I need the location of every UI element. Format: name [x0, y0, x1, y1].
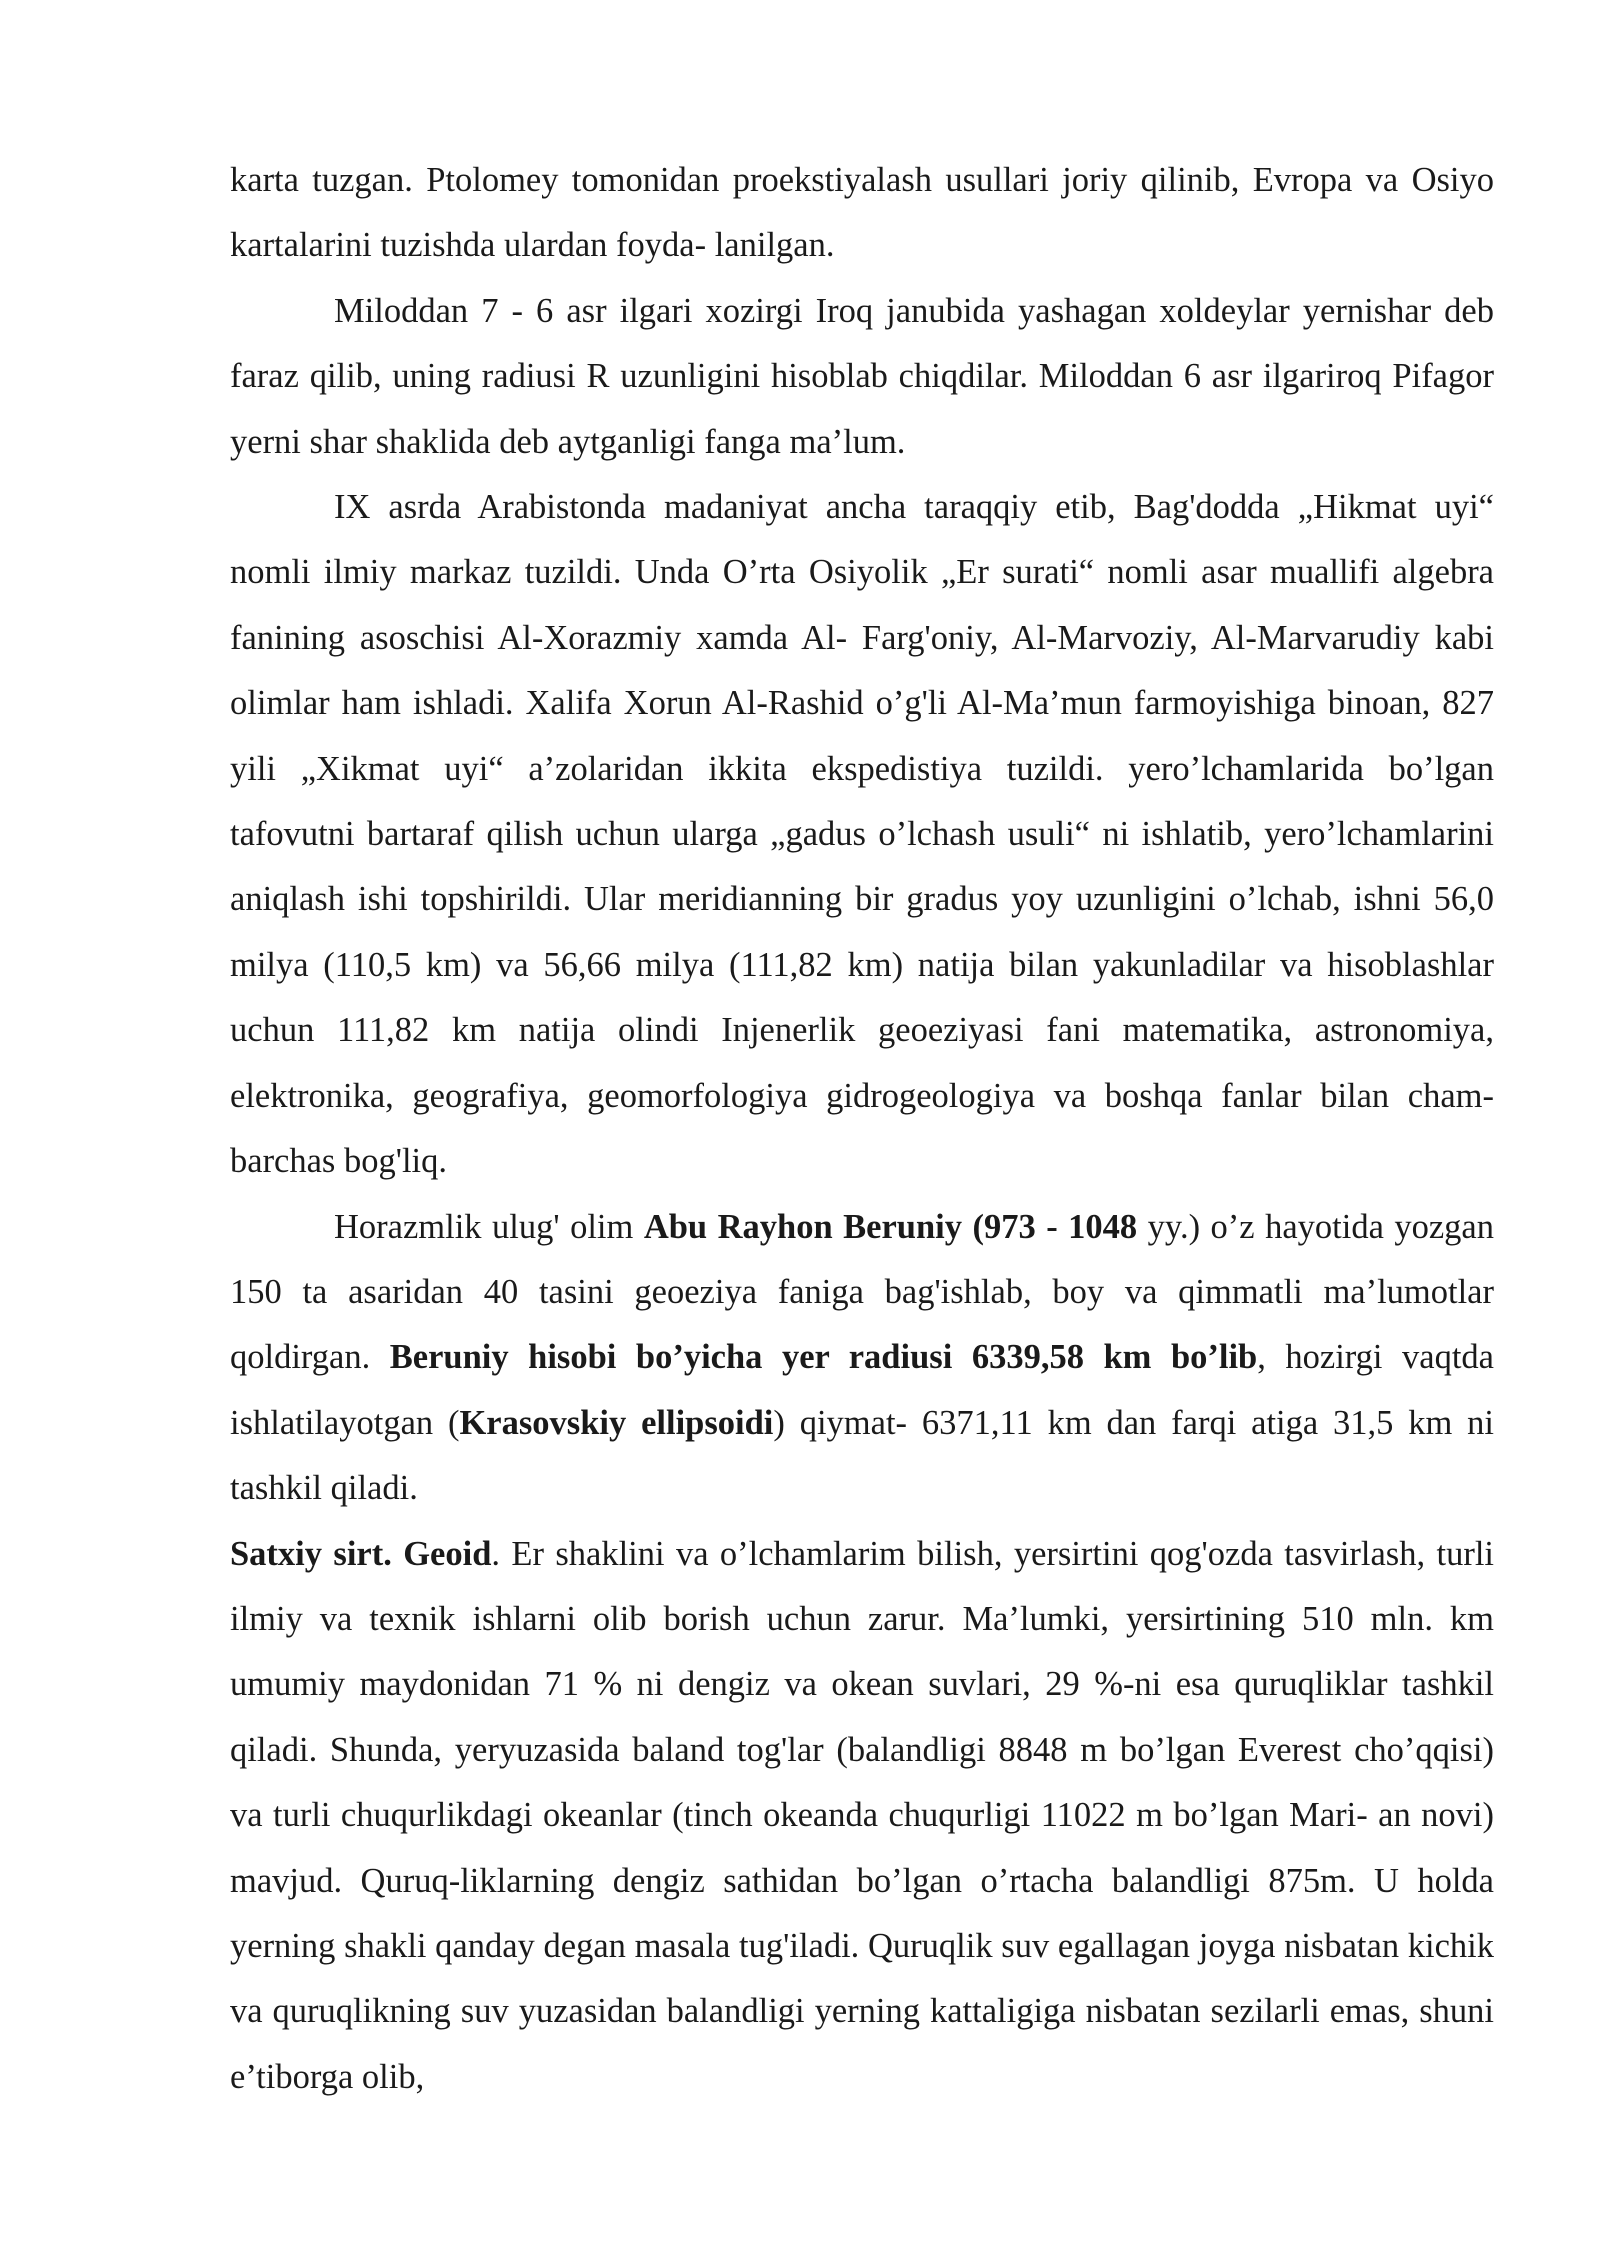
paragraph-5-text: . Er shaklini va o’lchamlarim bilish, yersirtini qog'ozda tasvirlash, turli ilmiy va texnik ishlarni olib borish uchun zarur. Ma’lumki, yersirtining 510 mln. km umumiy maydonidan 71 % ni dengiz va okean suvlari, 29 %-ni esa quruqliklar tashkil qiladi. Shunda, yeryuzasida baland tog'lar (balandligi 8848 m bo’lgan Everest cho’qqisi) va turli chuqurlikdagi okeanlar (tinch okeanda chuqurligi 11022 m bo’lgan Mari- an novi) mavjud. Quruq-liklarning dengiz sathidan bo’lgan o’rtacha balandligi 875m. U holda yerning shakli qanday degan masala tug'iladi. Quruqlik suv egallagan joyga nisbatan kichik va quruqlikning suv yuzasidan balandligi yerning kattaligiga nisbatan sezilarli emas, shuni e’tiborga olib, [230, 1534, 1494, 2096]
paragraph-2: Miloddan 7 - 6 asr ilgari xozirgi Iroq janubida yashagan xoldeylar yernishar deb faraz qilib, uning radiusi R uzunligini hisoblab chiqdilar. Miloddan 6 asr ilgariroq Pifagor yerni shar shaklida deb aytganligi fanga ma’lum. [230, 291, 1494, 461]
paragraph-4-text-1: Horazmlik ulug' olim [334, 1207, 644, 1246]
paragraph-5 [230, 1522, 1494, 2111]
paragraph-4-bold-krasovskiy: Krasovskiy ellipsoidi [459, 1403, 774, 1442]
document-page [230, 148, 1494, 2110]
paragraph-3: IX asrda Arabistonda madaniyat ancha taraqqiy etib, Bag'dodda „Hikmat uyi“ nomli ilmiy markaz tuzildi. Unda O’rta Osiyolik „Er surati“ nomli asar muallifi algebra fanining asoschisi Al-Xorazmiy xamda Al- Farg'oniy, Al-Marvoziy, Al-Marvarudiy kabi olimlar ham ishladi. Xalifa Xorun Al-Rashid o’g'li Al-Ma’mun farmoyishiga binoan, 827 yili „Xikmat uyi“ a’zolaridan ikkita ekspedistiya tuzildi. yero’lchamlarida bo’lgan tafovutni bartaraf qilish uchun ularga „gadus o’lchash usuli“ ni ishlatib, yero’lchamlarini aniqlash ishi topshirildi. Ular meridianning bir gradus yoy uzunligini o’lchab, ishni 56,0 milya (110,5 km) va 56,66 milya (111,82 km) natija bilan yakunladilar va hisoblashlar uchun 111,82 km natija olindi Injenerlik geoeziyasi fani matematika, astronomiya, elektronika, geografiya, geomorfologiya gidrogeologiya va boshqa fanlar bilan cham- barchas bog'liq. [230, 488, 1494, 1181]
paragraph-1: karta tuzgan. Ptolomey tomonidan proekstiyalash usullari joriy qilinib, Evropa va Osiyo kartalarini tuzishda ulardan foyda- lanilgan. [230, 161, 1494, 265]
paragraph-4-text-3: , hozirgi vaqtda ishlatilayotgan ( [230, 1338, 1494, 1442]
paragraph-4-text-2: yy.) o’z hayotida yozgan 150 ta asaridan 40 tasini geoeziya faniga bag'ishlab, boy va qimmatli ma’lumotlar qoldirgan. [230, 1207, 1494, 1377]
paragraph-4-bold-radius: Beruniy hisobi bo’yicha yer radiusi 6339,58 km bo’lib [389, 1338, 1258, 1377]
paragraph-4-text-4: ) qiymat- 6371,11 km dan farqi atiga 31,5 km ni tashkil qiladi. [230, 1403, 1495, 1508]
section-heading-geoid: Satxiy sirt. Geoid [230, 1534, 492, 1573]
paragraph-4 [230, 1195, 1494, 1522]
paragraph-4-bold-beruniy: Abu Rayhon Beruniy (973 - 1048 [643, 1207, 1138, 1246]
